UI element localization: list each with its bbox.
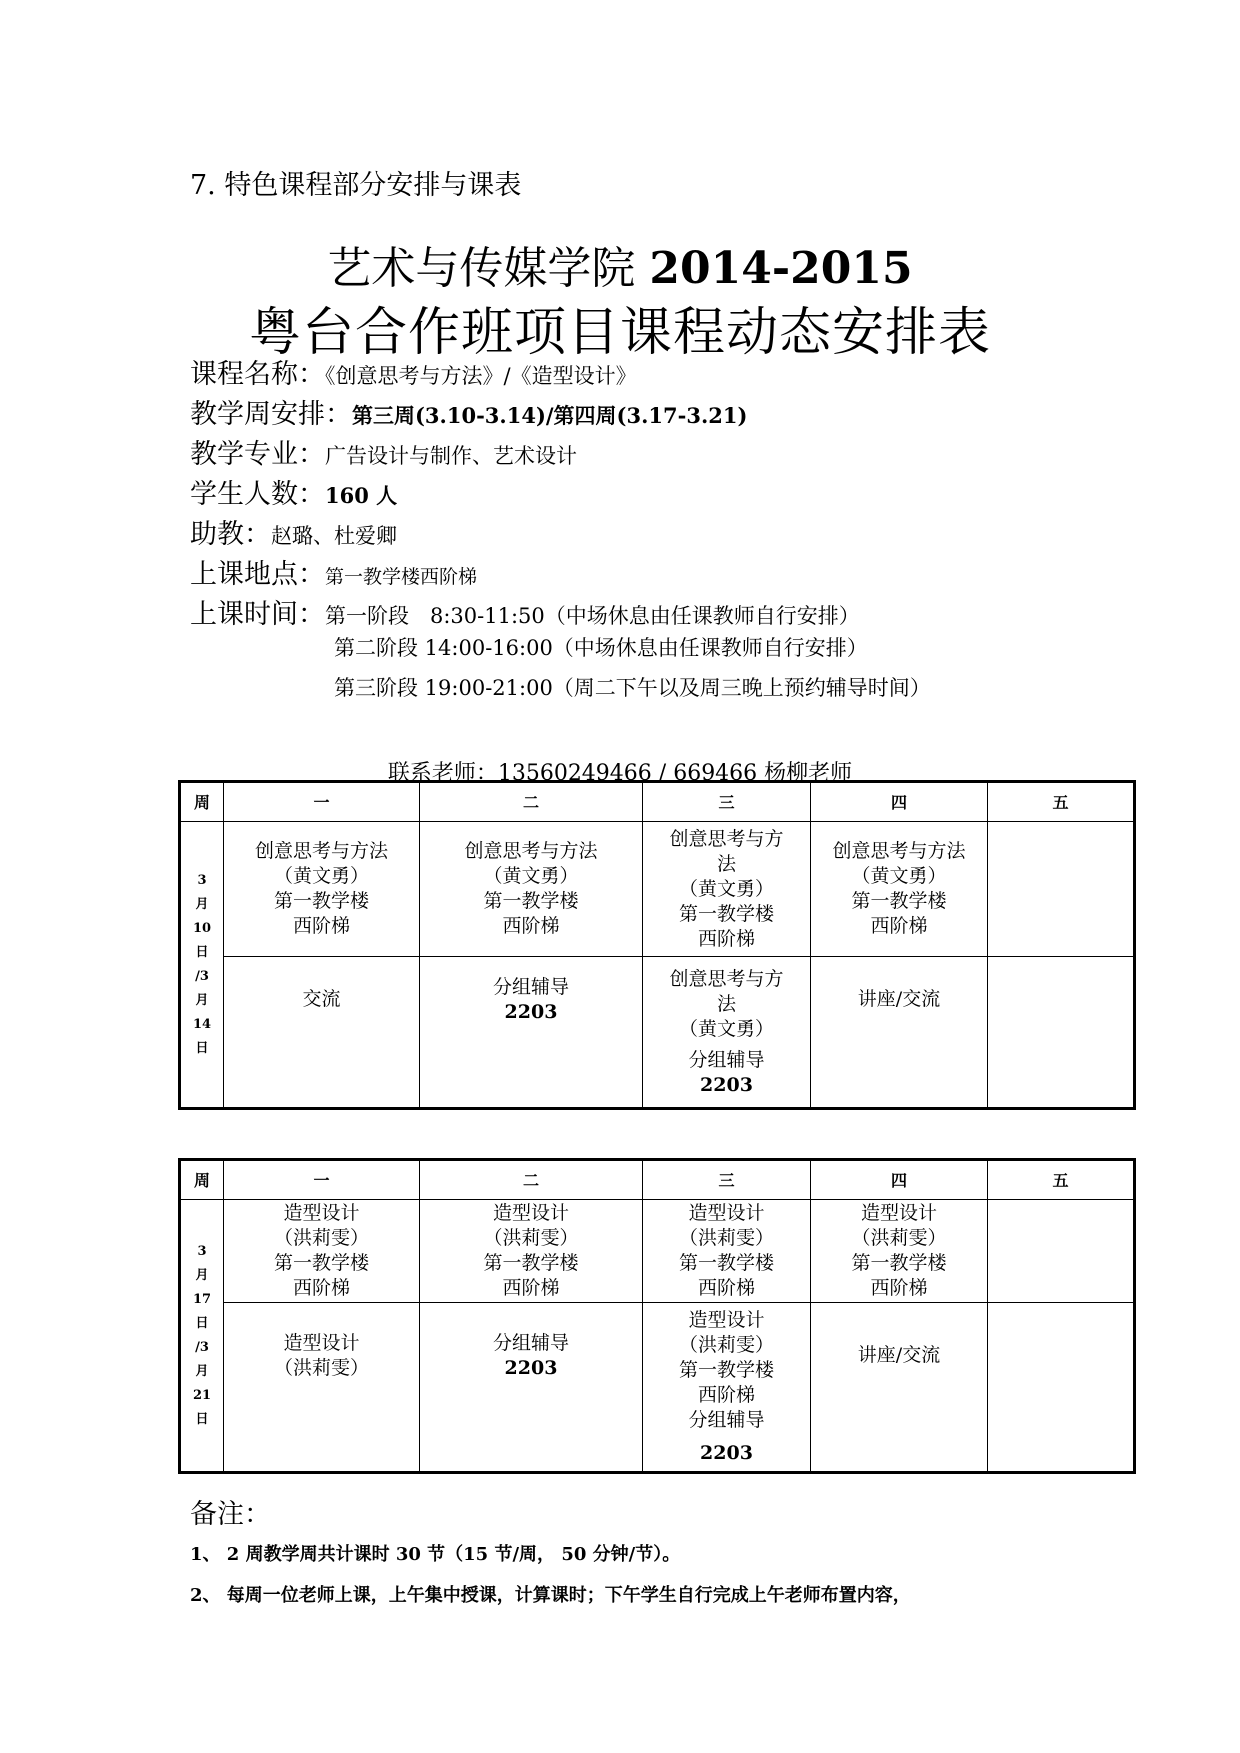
cell-fri-am (988, 822, 1135, 957)
cell-line: 第一教学楼 (851, 1252, 947, 1274)
cell-line: （黄文勇） (273, 865, 369, 887)
table-row-afternoon (180, 1303, 1135, 1473)
cell-line: 第一教学楼 (678, 902, 774, 925)
cell-line: （洪莉雯） (273, 1357, 369, 1379)
header-mon: 一 (224, 782, 420, 822)
contact-teacher: 联系老师：13560249466 / 669466 杨柳老师 (387, 761, 853, 786)
info-time-stage-2-row (334, 632, 868, 662)
schedule-table-week4 (178, 1158, 1136, 1474)
info-week (190, 392, 747, 431)
cell-fri-pm (988, 1303, 1135, 1473)
cell-line: 西阶梯 (870, 915, 928, 937)
cell-line: 造型设计 (688, 1309, 765, 1331)
info-students (190, 472, 397, 511)
cell-line: 西阶梯 (502, 1277, 560, 1299)
week-label-part: 月 (195, 1267, 209, 1283)
cell-line: 2203 (700, 1442, 753, 1464)
cell-line: 西阶梯 (502, 915, 560, 937)
cell-line: 讲座/交流 (857, 988, 941, 1010)
week-label-part: 日 (195, 1040, 209, 1056)
major-label: 教学专业： (190, 439, 325, 470)
cell-line: 2203 (504, 1357, 558, 1379)
course-label: 课程名称： (190, 359, 325, 390)
cell-tue-am (420, 822, 643, 957)
table-row-morning (180, 1200, 1135, 1303)
title-year: 2014-2015 (649, 243, 913, 294)
cell-thu-am (811, 822, 988, 957)
note-item-2: 2、 每周一位老师上课，上午集中授课，计算课时；下午学生自行完成上午老师布置内容， (190, 1585, 911, 1606)
note-item-1: 1、 2 周教学周共计课时 30 节（15 节/周， 50 分钟/节）。 (190, 1544, 681, 1565)
week-label-part: 10 (192, 920, 212, 936)
cell-line: 西阶梯 (870, 1277, 928, 1299)
time-label: 上课时间： (190, 599, 325, 630)
title-line-2: 粤台合作班项目课程动态安排表 (248, 303, 991, 363)
cell-wed-pm (643, 1303, 811, 1473)
cell-thu-pm (811, 957, 988, 1109)
week-label-part: 14 (192, 1016, 212, 1032)
week-label-part: 21 (192, 1387, 212, 1403)
cell-wed-am (643, 822, 811, 957)
section-heading: 7. 特色课程部分安排与课表 (190, 170, 522, 201)
week-label-part: 月 (195, 1363, 209, 1379)
cell-line: （黄文勇） (678, 877, 774, 900)
info-time (190, 592, 860, 631)
students-label: 学生人数： (190, 479, 325, 510)
info-course (190, 352, 637, 391)
cell-line: 第一教学楼 (678, 1359, 774, 1381)
cell-line: 创意思考与方法 (254, 840, 388, 862)
header-thu: 四 (811, 1160, 988, 1200)
cell-tue-am (420, 1200, 643, 1303)
week-label-part: 日 (195, 944, 209, 960)
info-major (190, 432, 577, 471)
cell-mon-pm (224, 957, 420, 1109)
location-value: 第一教学楼西阶梯 (325, 566, 478, 588)
cell-line: 造型设计 (688, 1202, 765, 1224)
cell-line: 第一教学楼 (483, 890, 579, 912)
cell-thu-pm (811, 1303, 988, 1473)
cell-line: 交流 (302, 988, 341, 1010)
cell-thu-am (811, 1200, 988, 1303)
course-value: 《创意思考与方法》/《造型设计》 (325, 364, 637, 388)
header-wed: 三 (643, 1160, 811, 1200)
cell-line: 造型设计 (860, 1202, 937, 1224)
cell-fri-am (988, 1200, 1135, 1303)
cell-line: 造型设计 (283, 1202, 360, 1224)
cell-line: （洪莉雯） (851, 1227, 947, 1249)
week-label-part: /3 (195, 1339, 209, 1355)
cell-line: 法 (716, 852, 736, 875)
cell-wed-am (643, 1200, 811, 1303)
header-week: 周 (180, 1160, 224, 1200)
cell-line: 分组辅导 (492, 1332, 569, 1354)
time-stage-1: 第一阶段 8:30-11:50（中场休息由任课教师自行安排） (325, 604, 860, 628)
header-tue: 二 (420, 1160, 643, 1200)
cell-line: 西阶梯 (292, 1277, 350, 1299)
week-label-part: 月 (195, 896, 209, 912)
week-label-part: 日 (195, 1315, 209, 1331)
cell-line: （洪莉雯） (678, 1334, 774, 1356)
title-line-1 (0, 232, 1240, 296)
info-location (190, 552, 477, 591)
cell-fri-pm (988, 957, 1135, 1109)
cell-line: （黄文勇） (678, 1017, 774, 1040)
week-label: 教学周安排： (190, 399, 352, 430)
cell-wed-pm (643, 957, 811, 1109)
cell-line: 分组辅导 (688, 1409, 765, 1431)
cell-line: 2203 (504, 1001, 558, 1023)
cell-line: 2203 (700, 1073, 753, 1096)
week-label-part: 3 (197, 1243, 207, 1259)
cell-line: （黄文勇） (483, 865, 579, 887)
time-stage-2: 第二阶段 14:00-16:00（中场休息由任课教师自行安排） (334, 636, 868, 660)
ta-label: 助教： (190, 519, 271, 550)
cell-line: 造型设计 (283, 1332, 360, 1354)
cell-line: 第一教学楼 (483, 1252, 579, 1274)
header-fri: 五 (988, 782, 1135, 822)
cell-line: 西阶梯 (697, 927, 755, 950)
week-label-part: /3 (195, 968, 209, 984)
week-label-part: 3 (197, 872, 207, 888)
info-time-stage-3-row (334, 672, 931, 702)
cell-line: 第一教学楼 (273, 890, 369, 912)
table-row-afternoon (180, 957, 1135, 1109)
cell-mon-am (224, 1200, 420, 1303)
week-label-part: 月 (195, 992, 209, 1008)
table-header-row (180, 782, 1135, 822)
header-thu: 四 (811, 782, 988, 822)
cell-tue-pm (420, 957, 643, 1109)
cell-line: 法 (716, 992, 736, 1015)
week-date-cell (180, 822, 224, 1109)
info-ta (190, 512, 397, 551)
cell-line: 西阶梯 (292, 915, 350, 937)
students-value: 160 人 (325, 483, 398, 508)
table-row-morning (180, 822, 1135, 957)
cell-tue-pm (420, 1303, 643, 1473)
cell-line: 创意思考与方 (669, 827, 784, 850)
cell-mon-pm (224, 1303, 420, 1473)
cell-mon-am (224, 822, 420, 957)
cell-line: （洪莉雯） (678, 1227, 774, 1249)
cell-line: 第一教学楼 (678, 1252, 774, 1274)
cell-line: 讲座/交流 (857, 1344, 941, 1366)
table-header-row (180, 1160, 1135, 1200)
week-date-cell (180, 1200, 224, 1473)
cell-line: （洪莉雯） (273, 1227, 369, 1249)
week-label-part: 17 (192, 1291, 212, 1307)
cell-line: 创意思考与方 (669, 967, 784, 990)
header-wed: 三 (643, 782, 811, 822)
cell-line: 分组辅导 (688, 1048, 765, 1071)
cell-line: 第一教学楼 (851, 890, 947, 912)
header-mon: 一 (224, 1160, 420, 1200)
cell-line: （黄文勇） (851, 865, 947, 887)
header-fri: 五 (988, 1160, 1135, 1200)
notes-title: 备注： (190, 1499, 271, 1530)
cell-line: 创意思考与方法 (464, 840, 598, 862)
week-value: 第三周(3.10-3.14)/第四周(3.17-3.21) (352, 403, 748, 428)
cell-line: 创意思考与方法 (832, 840, 966, 862)
cell-line: 西阶梯 (697, 1384, 755, 1406)
title-text: 艺术与传媒学院 (327, 243, 636, 294)
major-value: 广告设计与制作、艺术设计 (325, 444, 577, 468)
schedule-table-week3 (178, 780, 1136, 1110)
cell-line: 分组辅导 (492, 976, 569, 998)
header-tue: 二 (420, 782, 643, 822)
cell-line: 西阶梯 (697, 1277, 755, 1299)
header-week: 周 (180, 782, 224, 822)
cell-line: 第一教学楼 (273, 1252, 369, 1274)
location-label: 上课地点： (190, 559, 325, 590)
cell-line: （洪莉雯） (483, 1227, 579, 1249)
cell-line: 造型设计 (492, 1202, 569, 1224)
time-stage-3: 第三阶段 19:00-21:00（周二下午以及周三晚上预约辅导时间） (334, 676, 931, 700)
ta-value: 赵璐、杜爱卿 (271, 524, 397, 548)
week-label-part: 日 (195, 1411, 209, 1427)
